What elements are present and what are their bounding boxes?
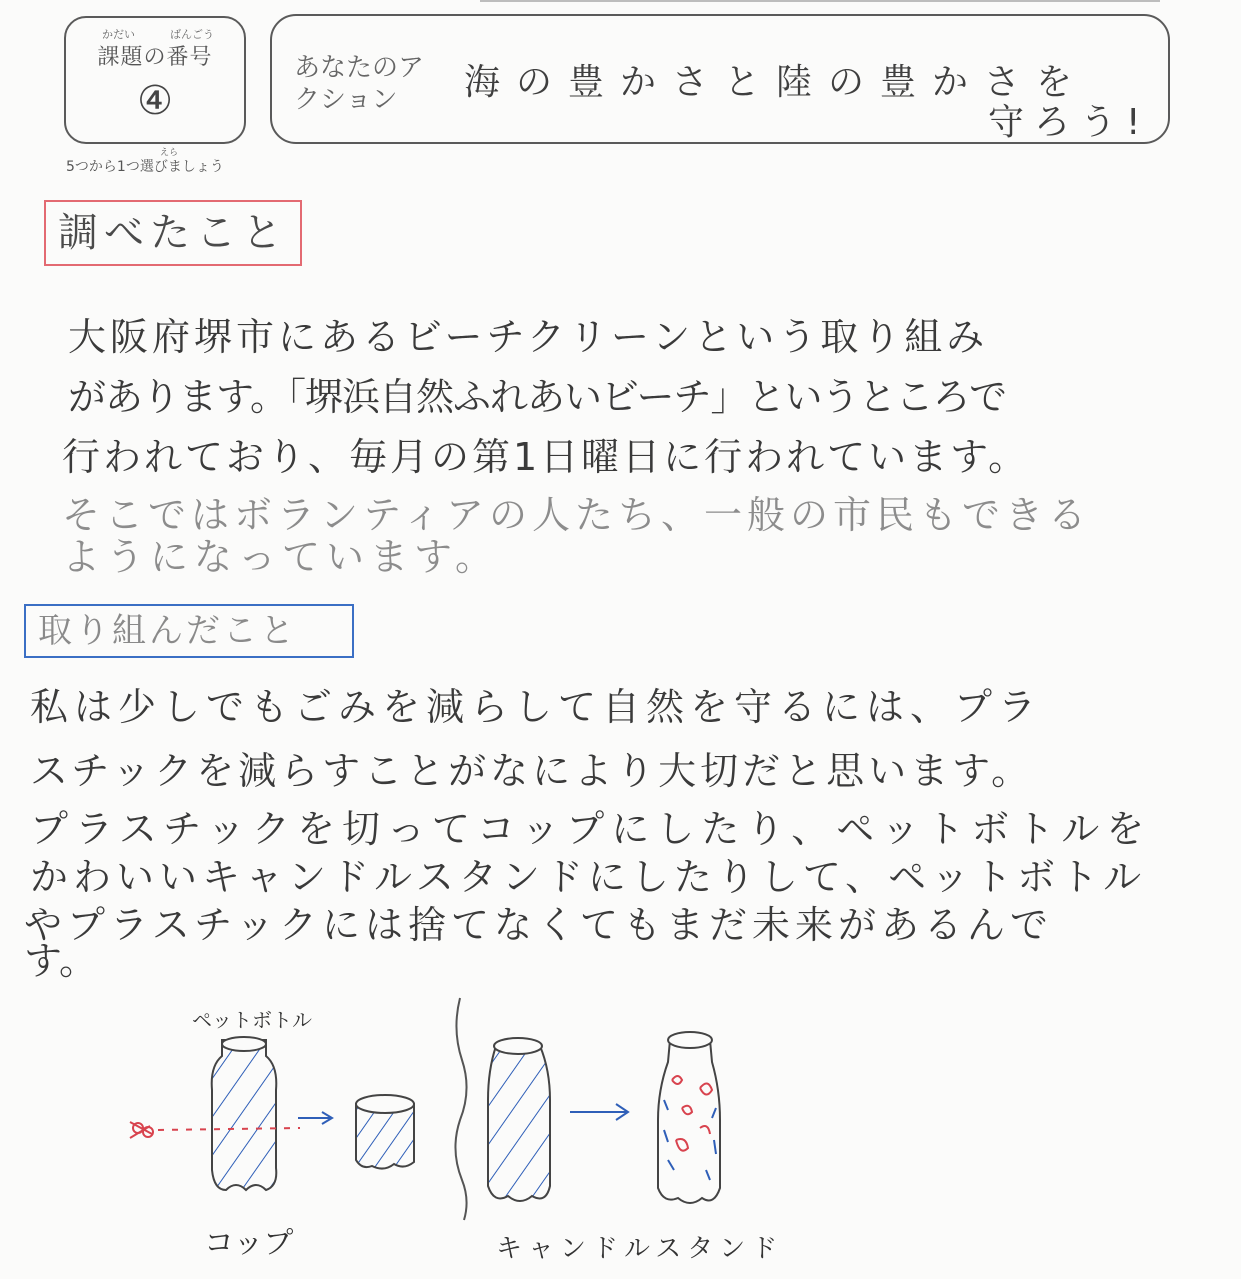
- research-line-4: そこではボランティアの人たち、一般の市民もできる: [62, 493, 1091, 537]
- action-line-6: す。: [24, 939, 97, 983]
- select-note-ruby: えら: [160, 148, 179, 158]
- research-line-2: があります。「堺浜自然ふれあいビーチ」というところで: [68, 375, 1007, 419]
- task-number-label: 課題の番号: [97, 45, 213, 70]
- research-line-1: 大阪府堺市にあるビーチクリーンという取り組み: [68, 315, 989, 359]
- arrow-icon: [298, 1112, 332, 1124]
- select-note: 5つから1つ選びましょう: [66, 159, 224, 175]
- action-line-5: やプラスチックには捨てなくてもまだ未来があるんで: [24, 903, 1053, 947]
- ruby-bangou: ばんごう: [170, 28, 214, 41]
- action-text-line1: 海の豊かさと陸の豊かさを: [464, 62, 1089, 103]
- section-heading-action: 取り組んだこと: [24, 604, 354, 658]
- action-label: あなたのアクション: [294, 53, 425, 115]
- cup-sketch: [356, 1095, 414, 1169]
- action-line-4: かわいいキャンドルスタンドにしたりして、ペットボトル: [30, 855, 1147, 899]
- caption-cup: コップ: [204, 1226, 294, 1261]
- candle-stand-sketch: [658, 1032, 720, 1203]
- section-heading-research: 調べたこと: [44, 200, 302, 266]
- caption-candle-stand: キャンドルスタンド: [496, 1234, 784, 1264]
- bottle-sketch-2: [488, 1038, 550, 1201]
- arrow-icon: [570, 1104, 628, 1120]
- research-line-3: 行われており、毎月の第1日曜日に行われています。: [62, 435, 1030, 479]
- action-line-2: スチックを減らすことがなにより大切だと思います。: [30, 749, 1034, 793]
- divider-wave: [455, 998, 466, 1220]
- ruby-kadai: かだい: [102, 28, 135, 41]
- action-text-line2: 守ろう!: [988, 102, 1151, 143]
- bottle-label: ペットボトル: [192, 1008, 312, 1032]
- action-line-3: プラスチックを切ってコップにしたり、ペットボトルを: [30, 807, 1152, 851]
- action-line-1: 私は少しでもごみを減らして自然を守るには、プラ: [30, 685, 1043, 729]
- pet-bottle-sketch: [212, 1037, 277, 1190]
- task-number-value: ④: [137, 78, 173, 124]
- research-line-5: ようになっています。: [62, 535, 499, 579]
